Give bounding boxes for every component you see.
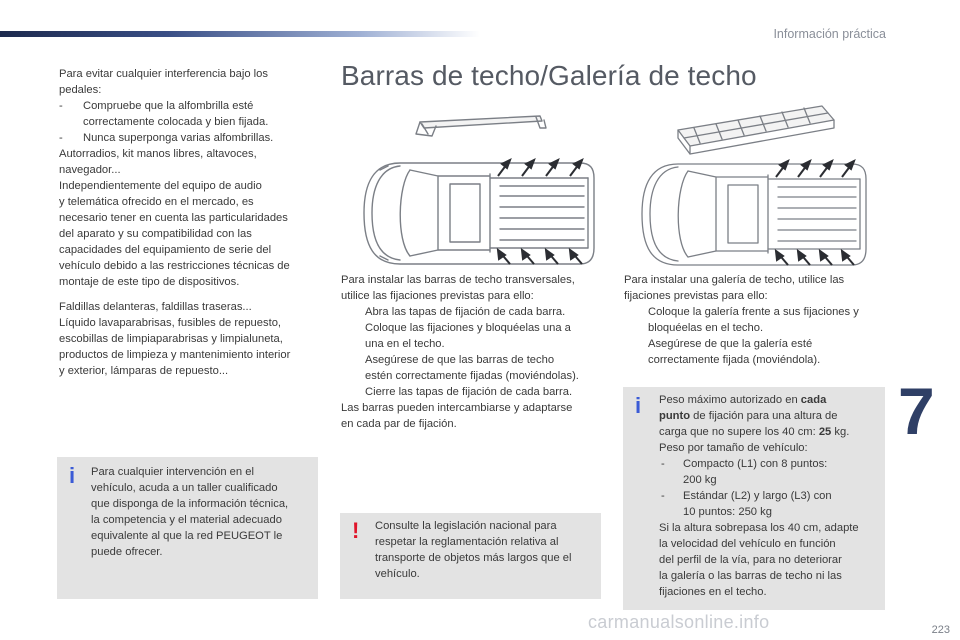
text-line: vehículo, acuda a un taller cualificado: [91, 482, 278, 494]
bullet-marker: -: [59, 132, 63, 144]
header-accent-bar: [0, 31, 480, 37]
middle-column-text: [341, 272, 609, 432]
text-line: que disponga de la información técnica,: [91, 498, 289, 510]
roof-rack-illustration: [622, 100, 884, 270]
text-line: transporte de objetos más largos que el: [375, 552, 572, 564]
text-line: necesario tener en cuenta las particularidades: [59, 212, 288, 224]
text-line: equivalente al que la red PEUGEOT le: [91, 530, 283, 542]
text-line: Asegúrese de que las barras de techo: [365, 354, 555, 366]
text-line: pedales:: [59, 84, 102, 96]
text-line: Compruebe que la alfombrilla esté: [83, 100, 254, 112]
text-line: Las barras pueden intercambiarse y adaptarse: [341, 402, 573, 414]
bullet-marker: -: [59, 100, 63, 112]
text-line: fijaciones en el techo.: [659, 586, 767, 598]
text-line: 200 kg: [683, 474, 717, 486]
text-line: Coloque la galería frente a sus fijaciones y: [648, 306, 859, 318]
bullet-marker: -: [661, 490, 665, 502]
text-line: respetar la reglamentación relativa al: [375, 536, 559, 548]
bullet-marker: -: [661, 458, 665, 470]
list-item: [59, 130, 321, 146]
list-item: [341, 384, 609, 400]
warning-box-legislation: [340, 513, 601, 599]
text-line: Peso máximo autorizado en cada: [659, 394, 827, 406]
text-line: Autorradios, kit manos libres, altavoces,: [59, 148, 257, 160]
list-item: [624, 304, 886, 336]
text-line: puede ofrecer.: [91, 546, 163, 558]
list-item: [659, 456, 881, 488]
info-box-workshop: [57, 457, 318, 599]
text-line: Para instalar una galería de techo, utilice las: [624, 274, 845, 286]
text-line: navegador...: [59, 164, 121, 176]
text-line: Peso por tamaño de vehículo:: [659, 442, 808, 454]
text-line: Estándar (L2) y largo (L3) con: [683, 490, 832, 502]
roof-bars-illustration: [340, 108, 612, 270]
info-icon: i: [635, 393, 642, 418]
text-line: Para instalar las barras de techo transversales,: [341, 274, 575, 286]
text-line: Cierre las tapas de fijación de cada barra.: [365, 386, 573, 398]
text-line: correctamente colocada y bien fijada.: [83, 116, 269, 128]
text-line: punto de fijación para una altura de: [659, 410, 838, 422]
info-text: [659, 392, 881, 600]
info-icon: i: [69, 463, 76, 488]
page-title: Barras de techo/Galería de techo: [341, 60, 757, 91]
text-line: capacidades del equipamiento de serie del: [59, 244, 272, 256]
chapter-tab-number: 7: [898, 374, 935, 448]
text-line: Consulte la legislación nacional para: [375, 520, 557, 532]
text-line: 10 puntos: 250 kg: [683, 506, 772, 518]
text-line: fijaciones previstas para ello:: [624, 290, 768, 302]
watermark: carmanualsonline.info: [588, 612, 770, 632]
text-line: vehículo.: [375, 568, 420, 580]
page-number: 223: [931, 624, 950, 636]
warning-text: [375, 518, 597, 582]
text-line: Nunca superponga varias alfombrillas.: [83, 132, 274, 144]
text-line: vehículo debido a las restricciones técnicas de: [59, 260, 290, 272]
text-line: del aparato y su compatibilidad con las: [59, 228, 252, 240]
text-line: Compacto (L1) con 8 puntos:: [683, 458, 828, 470]
text-line: Si la altura sobrepasa los 40 cm, adapte: [659, 522, 859, 534]
text-line: la competencia y el material adecuado: [91, 514, 282, 526]
text-line: montaje de este tipo de dispositivos.: [59, 276, 240, 288]
text-line: correctamente fijada (moviéndola).: [648, 354, 821, 366]
text-line: escobillas de limpiaparabrisas y limpialuneta,: [59, 333, 283, 345]
list-item: [341, 320, 609, 352]
left-column-text: [59, 66, 321, 379]
info-box-max-weight: [623, 387, 885, 610]
text-line: Para cualquier intervención en el: [91, 466, 254, 478]
right-column-text: [624, 272, 886, 368]
text-line: bloquéelas en el techo.: [648, 322, 764, 334]
text-line: en cada par de fijación.: [341, 418, 457, 430]
text-line: la velocidad del vehículo en función: [659, 538, 836, 550]
text-line: y telemática ofrecido en el mercado, es: [59, 196, 254, 208]
section-title: Información práctica: [773, 27, 886, 41]
text-line: y exterior, lámparas de repuesto...: [59, 365, 229, 377]
list-item: [341, 304, 609, 320]
text-line: estén correctamente fijadas (moviéndolas).: [365, 370, 579, 382]
text-line: Abra las tapas de fijación de cada barra.: [365, 306, 566, 318]
text-line: Líquido lavaparabrisas, fusibles de repuesto,: [59, 317, 282, 329]
list-item: [341, 352, 609, 384]
warning-icon: !: [352, 518, 360, 543]
text-line: del perfil de la vía, para no deteriorar: [659, 554, 842, 566]
text-line: Para evitar cualquier interferencia bajo los: [59, 68, 268, 80]
info-text: [91, 464, 313, 560]
text-line: Coloque las fijaciones y bloquéelas una a: [365, 322, 571, 334]
list-item: [59, 98, 321, 130]
list-item: [659, 488, 881, 520]
text-line: productos de limpieza y mantenimiento interior: [59, 349, 291, 361]
text-line: carga que no supere los 40 cm: 25 kg.: [659, 426, 850, 438]
text-line: Faldillas delanteras, faldillas traseras...: [59, 301, 252, 313]
text-line: Asegúrese de que la galería esté: [648, 338, 813, 350]
text-line: una en el techo.: [365, 338, 445, 350]
text-line: la galería o las barras de techo ni las: [659, 570, 842, 582]
text-line: utilice las fijaciones previstas para ello:: [341, 290, 534, 302]
list-item: [624, 336, 886, 368]
text-line: Independientemente del equipo de audio: [59, 180, 262, 192]
